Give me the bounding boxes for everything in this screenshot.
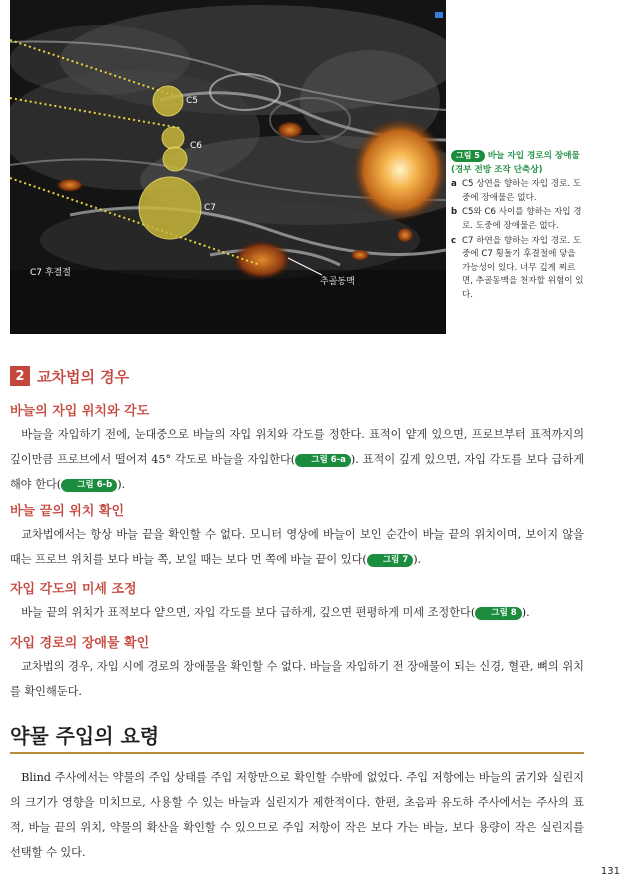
- vertebral-artery-label: 추골동맥: [320, 277, 355, 287]
- caption-item-text: C5와 C6 사이를 향하는 자입 경로. 도중에 장애물은 없다.: [462, 207, 582, 231]
- subsection-title: 바늘의 자입 위치와 각도: [10, 404, 150, 419]
- caption-item-key: b: [451, 207, 458, 218]
- caption-item-key: c: [451, 235, 457, 246]
- main-title: 약물 주입의 요령: [10, 724, 160, 748]
- paragraph-text: 교차법에서는 항상 바늘 끝을 확인할 수 없다. 모니터 영상에 바늘이 보인 순간이 바늘 끝의 위치이며, 보이지 않을 때는 프로브 위치를 보다 바늘 쪽, 보일 때는 보다 먼 쪽에 바늘 끝이 있다(: [10, 528, 584, 566]
- paragraph-text: ).: [117, 478, 126, 491]
- paragraph-text: 바늘을 자입하기 전에, 눈대중으로 바늘의 자입 위치와 각도를 정한다. 표적이 얕게 있으면, 프로브부터 표적까지의 깊이만큼 프로브에서 떨어져 45° 각도로 바늘을 자입한다(: [10, 428, 584, 466]
- c6-label: C6: [190, 141, 203, 151]
- subsection-title: 자입 경로의 장애물 확인: [10, 636, 150, 651]
- figure-reference-badge: 그림 6-b: [61, 479, 117, 492]
- caption-title: 바늘 자입 경로의 장애물(경부 전방 조작 단축상): [451, 151, 580, 175]
- caption-item-key: a: [451, 179, 457, 190]
- subsection-title: 자입 각도의 미세 조정: [10, 582, 137, 597]
- section-heading: [10, 363, 129, 389]
- caption-item: [451, 178, 586, 205]
- c5-label: C5: [186, 96, 199, 106]
- caption-item-text: C5 상연을 향하는 자입 경로. 도중에 장애물은 없다.: [462, 179, 582, 203]
- figure-reference-badge: 그림 6-a: [295, 454, 351, 467]
- subsection-title: 바늘 끝의 위치 확인: [10, 504, 125, 519]
- page-number: 131: [600, 866, 620, 877]
- figure-reference-badge: 그림 8: [475, 607, 521, 620]
- subsection-paragraph: [10, 654, 584, 704]
- c7-posterior-tubercle-label: C7 후결절: [30, 268, 71, 278]
- section-title: 교차법의 경우: [37, 367, 130, 386]
- subsection-paragraph: [10, 600, 584, 625]
- main-paragraph: Blind 주사에서는 약물의 주입 상태를 주입 저항만으로 확인할 수밖에 없었다. 주입 저항에는 바늘의 굵기와 실린지의 크기가 영향을 미치므로, 사용할 수 있는 바늘과 실린지가 제한적이다. 한편, 초음파 유도하 주사에서는 주사의 표적, 바늘 끝의 위치, 약물의 확산을 확인할 수 있으므로 주입 저항이 작은 보다 가는 바늘, 보다 용량이 작은 실린지를 선택할 수 있다.: [10, 771, 584, 859]
- c7-label: C7: [204, 203, 217, 213]
- caption-item-text: C7 하연을 향하는 자입 경로. 도중에 C7 횡돌기 후결절에 닿을 가능성이 있다. 너무 깊게 찌르면, 추골동맥을 천자할 위험이 있다.: [462, 235, 584, 300]
- ultrasound-image: [10, 0, 446, 334]
- paragraph-text: 교차법의 경우, 자입 시에 경로의 장애물을 확인할 수 없다. 바늘을 자입하기 전 장애물이 되는 신경, 혈관, 뼈의 위치를 확인해둔다.: [10, 660, 584, 698]
- paragraph-text: ).: [521, 606, 530, 619]
- caption-heading: [451, 150, 586, 177]
- subsection-paragraph: [10, 422, 584, 497]
- paragraph-text: ).: [413, 553, 422, 566]
- figure-reference-badge: 그림 7: [367, 554, 413, 567]
- caption-item: [451, 235, 586, 303]
- subsection-paragraph: [10, 522, 584, 572]
- figure-caption: [451, 150, 586, 303]
- caption-item: [451, 206, 586, 233]
- title-rule: [10, 752, 584, 754]
- section-number: 2: [10, 366, 30, 386]
- paragraph-text: ). 표적이 깊게 있으면, 자입 각도를 보다 급하게 해야 한다(: [10, 453, 585, 491]
- caption-badge: 그림 5: [451, 150, 485, 162]
- ultrasound-figure: [10, 0, 446, 334]
- paragraph-text: 바늘 끝의 위치가 표적보다 얕으면, 자입 각도를 보다 급하게, 깊으면 편평하게 미세 조정한다(: [21, 606, 476, 619]
